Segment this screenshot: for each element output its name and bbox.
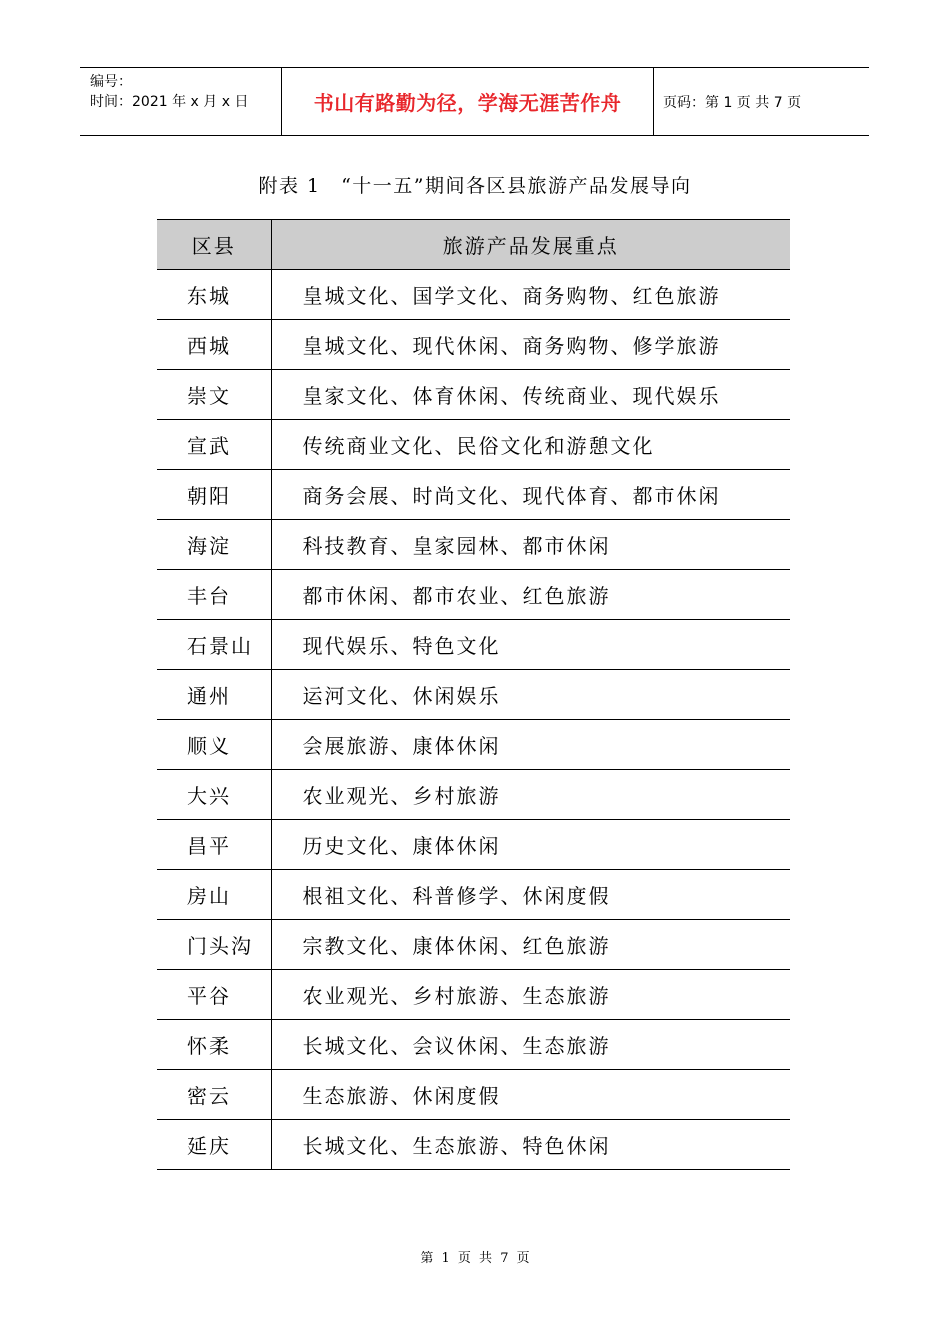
table-row (157, 470, 790, 520)
district-cell: 海淀 (157, 520, 271, 570)
district-cell: 大兴 (157, 770, 271, 820)
products-cell: 宗教文化、康体休闲、红色旅游 (271, 920, 790, 970)
district-cell: 密云 (157, 1070, 271, 1120)
table-row (157, 970, 790, 1020)
table-row (157, 1070, 790, 1120)
page-footer: 第 1 页 共 7 页 (420, 1251, 530, 1266)
products-cell: 都市休闲、都市农业、红色旅游 (271, 570, 790, 620)
products-cell: 传统商业文化、民俗文化和游憩文化 (271, 420, 790, 470)
header-meta (80, 68, 282, 135)
district-cell: 西城 (157, 320, 271, 370)
date-label: 时间：2021 年 x 月 x 日 (90, 94, 249, 110)
table-row (157, 820, 790, 870)
table-row (157, 1120, 790, 1170)
table-row (157, 620, 790, 670)
products-cell: 会展旅游、康体休闲 (271, 720, 790, 770)
products-cell: 农业观光、乡村旅游、生态旅游 (271, 970, 790, 1020)
products-cell: 长城文化、会议休闲、生态旅游 (271, 1020, 790, 1070)
serial-number-label: 编号： (90, 74, 132, 90)
district-cell: 房山 (157, 870, 271, 920)
products-cell: 根祖文化、科普修学、休闲度假 (271, 870, 790, 920)
table-row (157, 420, 790, 470)
district-cell: 东城 (157, 270, 271, 320)
products-cell: 皇城文化、现代休闲、商务购物、修学旅游 (271, 320, 790, 370)
products-cell: 商务会展、时尚文化、现代体育、都市休闲 (271, 470, 790, 520)
district-cell: 平谷 (157, 970, 271, 1020)
products-cell: 皇城文化、国学文化、商务购物、红色旅游 (271, 270, 790, 320)
products-cell: 长城文化、生态旅游、特色休闲 (271, 1120, 790, 1170)
table-row (157, 920, 790, 970)
table-row (157, 320, 790, 370)
products-cell: 历史文化、康体休闲 (271, 820, 790, 870)
products-cell: 现代娱乐、特色文化 (271, 620, 790, 670)
column-header-products: 旅游产品发展重点 (271, 220, 790, 270)
district-cell: 丰台 (157, 570, 271, 620)
table-caption: 附表 1 “十一五”期间各区县旅游产品发展导向 (258, 175, 692, 197)
products-cell: 科技教育、皇家园林、都市休闲 (271, 520, 790, 570)
district-cell: 门头沟 (157, 920, 271, 970)
table-row (157, 770, 790, 820)
table-row (157, 270, 790, 320)
district-cell: 通州 (157, 670, 271, 720)
table-row (157, 870, 790, 920)
district-cell: 崇文 (157, 370, 271, 420)
district-cell: 宣武 (157, 420, 271, 470)
table-row (157, 670, 790, 720)
products-cell: 运河文化、休闲娱乐 (271, 670, 790, 720)
products-cell: 农业观光、乡村旅游 (271, 770, 790, 820)
table-row (157, 520, 790, 570)
table-row (157, 370, 790, 420)
district-tourism-table (157, 219, 790, 1170)
table-row (157, 570, 790, 620)
district-cell: 昌平 (157, 820, 271, 870)
header-page-info: 页码：第 1 页 共 7 页 (663, 94, 802, 111)
table-header-row (157, 220, 790, 270)
document-header (80, 67, 869, 136)
district-cell: 顺义 (157, 720, 271, 770)
district-cell: 延庆 (157, 1120, 271, 1170)
column-header-district: 区县 (157, 220, 271, 270)
products-cell: 皇家文化、体育休闲、传统商业、现代娱乐 (271, 370, 790, 420)
table-row (157, 1020, 790, 1070)
district-cell: 石景山 (157, 620, 271, 670)
header-motto: 书山有路勤为径，学海无涯苦作舟 (282, 68, 654, 135)
products-cell: 生态旅游、休闲度假 (271, 1070, 790, 1120)
district-cell: 朝阳 (157, 470, 271, 520)
district-cell: 怀柔 (157, 1020, 271, 1070)
table-row (157, 720, 790, 770)
